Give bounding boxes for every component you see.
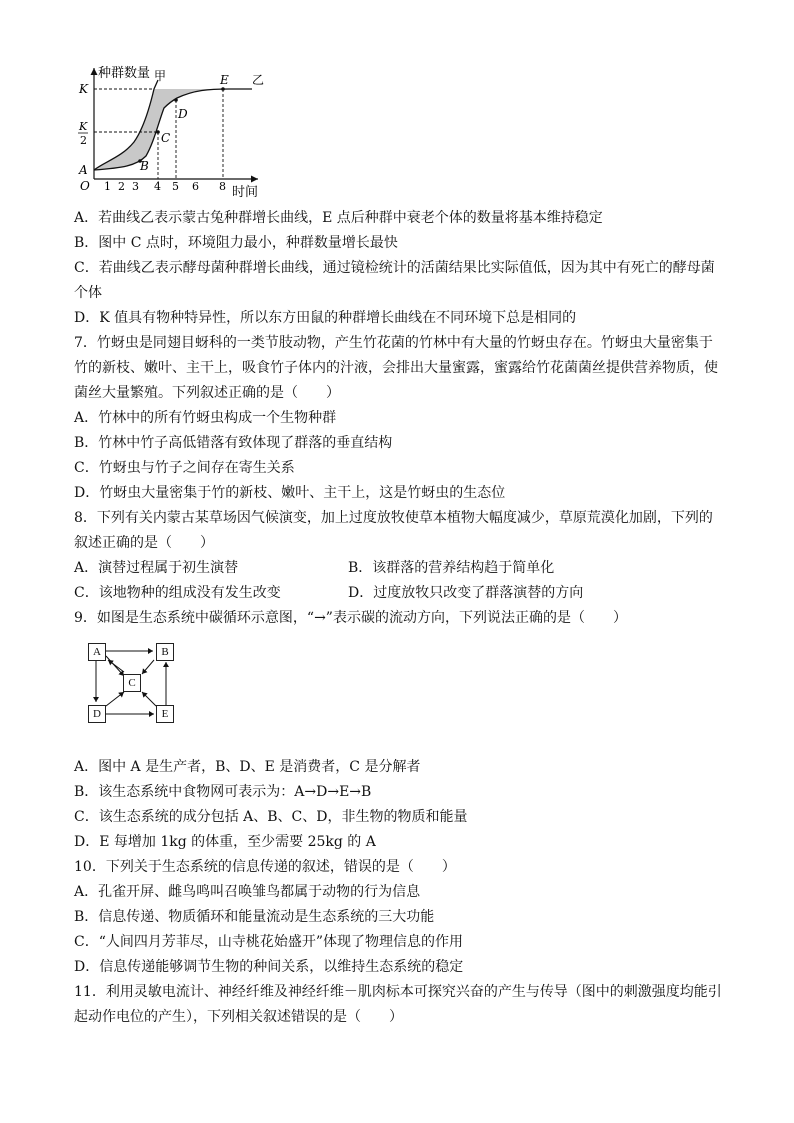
q10-stem: 10．下列关于生态系统的信息传递的叙述，错误的是（ ） bbox=[74, 859, 456, 875]
q8-option-b: B．该群落的营养结构趋于简单化 bbox=[348, 560, 555, 576]
svg-text:2: 2 bbox=[118, 180, 125, 193]
svg-text:3: 3 bbox=[132, 180, 139, 193]
population-growth-graph bbox=[74, 62, 274, 198]
svg-text:乙: 乙 bbox=[252, 73, 265, 87]
svg-text:K: K bbox=[79, 82, 88, 96]
q7-option-c: C．竹蚜虫与竹子之间存在寄生关系 bbox=[74, 460, 295, 476]
q7-stem-1: 7．竹蚜虫是同翅目蚜科的一类节肢动物，产生竹花菌的竹林中有大量的竹蚜虫存在。竹蚜虫大量密集于 bbox=[74, 335, 713, 351]
svg-text:6: 6 bbox=[192, 180, 199, 193]
q10-option-d: D．信息传递能够调节生物的种间关系，以维持生态系统的稳定 bbox=[74, 959, 464, 975]
q7-option-b: B．竹林中竹子高低错落有致体现了群落的垂直结构 bbox=[74, 435, 393, 451]
node-b: B bbox=[156, 643, 174, 661]
q11-stem-1: 11．利用灵敏电流计、神经纤维及神经纤维－肌肉标本可探究兴奋的产生与传导（图中的刺激强度均能引 bbox=[74, 984, 722, 1000]
node-e: E bbox=[156, 705, 174, 723]
svg-text:O: O bbox=[80, 179, 90, 193]
svg-text:K: K bbox=[79, 120, 88, 133]
svg-text:C: C bbox=[161, 131, 171, 145]
q9-option-b: B．该生态系统中食物网可表示为：A→D→E→B bbox=[74, 784, 372, 800]
svg-text:1: 1 bbox=[104, 180, 111, 193]
q7-option-d: D．竹蚜虫大量密集于竹的新枝、嫩叶、主干上，这是竹蚜虫的生态位 bbox=[74, 485, 506, 501]
q6-option-c-cont: 个体 bbox=[74, 285, 102, 301]
q8-stem-2: 叙述正确的是（ ） bbox=[74, 535, 214, 551]
node-a: A bbox=[88, 643, 106, 661]
q8-option-d: D．过度放牧只改变了群落演替的方向 bbox=[348, 585, 584, 601]
q10-option-b: B．信息传递、物质循环和能量流动是生态系统的三大功能 bbox=[74, 909, 435, 925]
q9-option-c: C．该生态系统的成分包括 A、B、C、D，非生物的物质和能量 bbox=[74, 809, 468, 825]
q6-option-a: A．若曲线乙表示蒙古兔种群增长曲线，E 点后种群中衰老个体的数量将基本维持稳定 bbox=[74, 210, 603, 226]
svg-text:E: E bbox=[220, 73, 229, 87]
q10-option-c: C．“人间四月芳菲尽，山寺桃花始盛开”体现了物理信息的作用 bbox=[74, 934, 464, 950]
svg-text:A: A bbox=[79, 163, 88, 177]
carbon-cycle-diagram bbox=[86, 642, 186, 726]
svg-text:甲: 甲 bbox=[154, 69, 167, 83]
svg-text:D: D bbox=[178, 107, 188, 121]
q8-stem-1: 8．下列有关内蒙古某草场因气候演变，加上过度放牧使草本植物大幅度减少，草原荒漠化加剧，下列的 bbox=[74, 510, 713, 526]
q9-stem: 9．如图是生态系统中碳循环示意图，“→”表示碳的流动方向，下列说法正确的是（ ） bbox=[74, 610, 627, 626]
y-axis-label: 种群数量 bbox=[98, 66, 151, 81]
q6-option-c: C．若曲线乙表示酵母菌种群增长曲线，通过镜检统计的活菌结果比实际值低，因为其中有死亡的酵母菌 bbox=[74, 260, 715, 276]
q8-option-c: C．该地物种的组成没有发生改变 bbox=[74, 585, 281, 601]
svg-text:B: B bbox=[140, 159, 149, 173]
q7-stem-3: 菌丝大量繁殖。下列叙述正确的是（ ） bbox=[74, 385, 340, 401]
svg-text:8: 8 bbox=[219, 180, 226, 193]
q9-option-a: A．图中 A 是生产者，B、D、E 是消费者，C 是分解者 bbox=[74, 759, 421, 775]
svg-text:2: 2 bbox=[80, 134, 87, 147]
q7-stem-2: 竹的新枝、嫩叶、主干上，吸食竹子体内的汁液，会排出大量蜜露，蜜露给竹花菌菌丝提供营养物质，使 bbox=[74, 360, 718, 376]
q11-stem-2: 起动作电位的产生），下列相关叙述错误的是（ ） bbox=[74, 1009, 403, 1025]
svg-text:4: 4 bbox=[154, 180, 161, 193]
q6-option-b: B．图中 C 点时，环境阻力最小，种群数量增长最快 bbox=[74, 235, 398, 251]
node-d: D bbox=[88, 705, 106, 723]
node-c: C bbox=[123, 674, 141, 692]
q6-option-d: D．K 值具有物种特异性，所以东方田鼠的种群增长曲线在不同环境下总是相同的 bbox=[74, 310, 577, 326]
q7-option-a: A．竹林中的所有竹蚜虫构成一个生物种群 bbox=[74, 410, 337, 426]
x-axis-label: 时间 bbox=[232, 185, 259, 198]
svg-text:5: 5 bbox=[172, 180, 179, 193]
q9-option-d: D．E 每增加 1kg 的体重，至少需要 25kg 的 A bbox=[74, 834, 376, 850]
q8-option-a: A．演替过程属于初生演替 bbox=[74, 560, 239, 576]
q10-option-a: A．孔雀开屏、雌鸟鸣叫召唤雏鸟都属于动物的行为信息 bbox=[74, 884, 421, 900]
